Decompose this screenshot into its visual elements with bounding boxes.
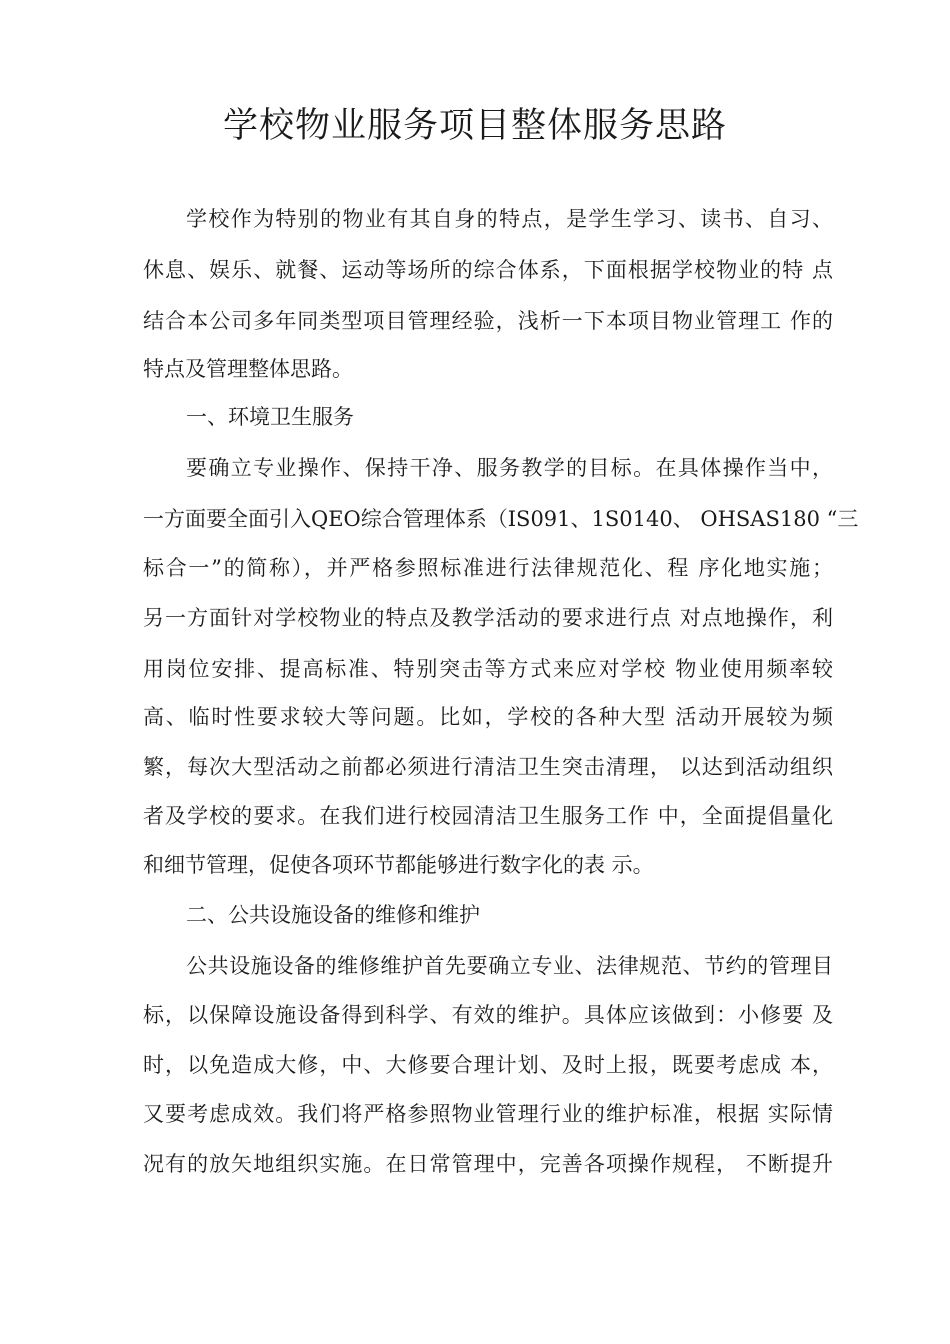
paragraph-line: 时，以免造成大修，中、大修要合理计划、及时上报，既要考虑成 本， (143, 1053, 833, 1077)
paragraph-line: 标合一”的简称），并严格参照标准进行法律规范化、程 序化地实施； (143, 556, 833, 580)
paragraph-line: 结合本公司多年同类型项目管理经验，浅析一下本项目物业管理工 作的 (143, 309, 833, 333)
section-heading: 一、环境卫生服务 (186, 405, 354, 429)
paragraph-line: 况有的放矢地组织实施。在日常管理中，完善各项操作规程， 不断提升 (143, 1152, 833, 1176)
paragraph-line: 又要考虑成效。我们将严格参照物业管理行业的维护标准，根据 实际情 (143, 1102, 833, 1126)
section-heading: 二、公共设施设备的维修和维护 (186, 903, 480, 927)
paragraph-line: 特点及管理整体思路。 (143, 357, 353, 381)
paragraph-line: 高、临时性要求较大等问题。比如，学校的各种大型 活动开展较为频 (143, 705, 833, 729)
paragraph-line: 繁，每次大型活动之前都必须进行清洁卫生突击清理， 以达到活动组织 (143, 755, 833, 779)
document-title: 学校物业服务项目整体服务思路 (222, 106, 727, 146)
paragraph-line: 要确立专业操作、保持干净、服务教学的目标。在具体操作当中， (186, 456, 833, 480)
paragraph-line: 休息、娱乐、就餐、运动等场所的综合体系，下面根据学校物业的特 点 (143, 258, 833, 282)
paragraph-line: 一方面要全面引入QEO综合管理体系（IS091、1S0140、 OHSAS180 “三 (143, 507, 859, 531)
paragraph-line: 学校作为特别的物业有其自身的特点，是学生学习、读书、自习、 (186, 207, 833, 231)
paragraph-line: 标，以保障设施设备得到科学、有效的维护。具体应该做到：小修要 及 (143, 1003, 833, 1027)
paragraph-line: 公共设施设备的维修维护首先要确立专业、法律规范、节约的管理目 (186, 954, 833, 978)
paragraph-line: 者及学校的要求。在我们进行校园清洁卫生服务工作 中，全面提倡量化 (143, 804, 833, 828)
paragraph-line: 另一方面针对学校物业的特点及教学活动的要求进行点 对点地操作，利 (143, 606, 833, 630)
paragraph-line: 和细节管理，促使各项环节都能够进行数字化的表 示。 (143, 853, 654, 877)
paragraph-line: 用岗位安排、提高标准、特别突击等方式来应对学校 物业使用频率较 (143, 657, 833, 681)
